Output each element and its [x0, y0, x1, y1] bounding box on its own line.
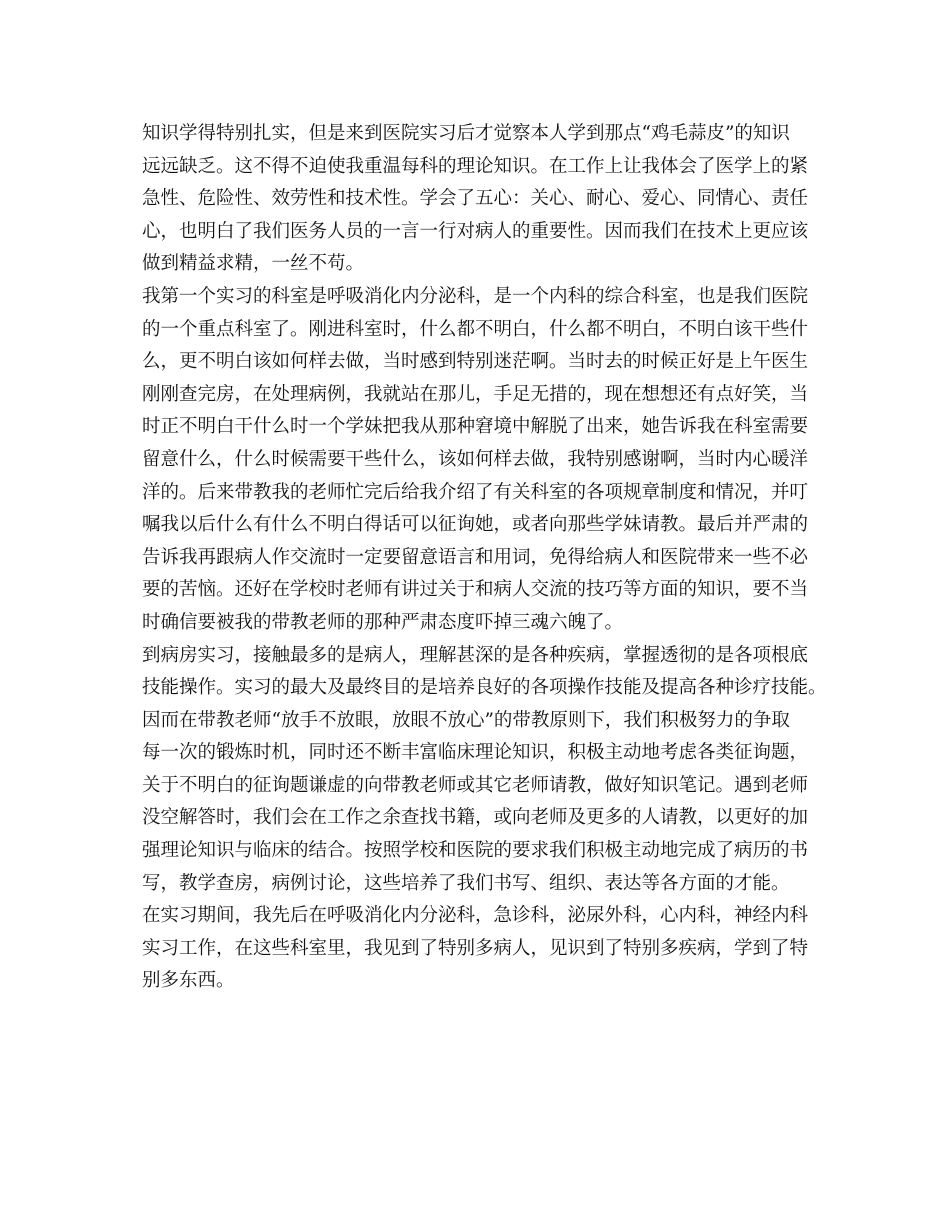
text-line: 强理论知识与临床的结合。按照学校和医院的要求我们积极主动地完成了病历的书 [142, 840, 809, 862]
text-line: 时确信要被我的带教老师的那种严肃态度吓掉三魂六魄了。 [142, 611, 624, 633]
text-line: 因而在带教老师“放手不放眼，放眼不放心”的带教原则下，我们积极努力的争取 [142, 709, 790, 731]
body-text [142, 118, 827, 998]
text-line: 要的苦恼。还好在学校时老师有讲过关于和病人交流的技巧等方面的知识，要不当 [142, 579, 809, 601]
text-line: 知识学得特别扎实，但是来到医院实习后才觉察本人学到那点“鸡毛蒜皮”的知识 [142, 123, 790, 144]
text-line: 时正不明白干什么时一个学妹把我从那种窘境中解脱了出来，她告诉我在科室需要 [142, 416, 809, 438]
text-line: 关于不明白的征询题谦虚的向带教老师或其它老师请教，做好知识笔记。遇到老师 [142, 774, 809, 796]
text-line: 我第一个实习的科室是呼吸消化内分泌科，是一个内科的综合科室，也是我们医院 [142, 285, 809, 307]
text-line: 急性、危险性、效劳性和技术性。学会了五心：关心、耐心、爱心、同情心、责任 [142, 188, 809, 210]
text-line: 别多东西。 [142, 970, 235, 992]
text-line: 每一次的锻炼时机，同时还不断丰富临床理论知识，积极主动地考虑各类征询题， [142, 742, 809, 764]
text-line: 洋的。后来带教我的老师忙完后给我介绍了有关科室的各项规章制度和情况，并叮 [142, 481, 809, 503]
text-line: 嘱我以后什么有什么不明白得话可以征询她，或者向那些学妹请教。最后并严肃的 [142, 514, 809, 536]
text-line: 刚刚查完房，在处理病例，我就站在那儿，手足无措的，现在想想还有点好笑，当 [142, 383, 809, 405]
text-line: 实习工作，在这些科室里，我见到了特别多病人，见识到了特别多疾病，学到了特 [142, 937, 809, 959]
text-line: 做到精益求精，一丝不苟。 [142, 253, 365, 275]
text-line: 技能操作。实习的最大及最终目的是培养良好的各项操作技能及提高各种诊疗技能。 [142, 677, 827, 699]
text-line: 么，更不明白该如何样去做，当时感到特别迷茫啊。当时去的时候正好是上午医生 [142, 351, 809, 373]
text-line: 没空解答时，我们会在工作之余查找书籍，或向老师及更多的人请教，以更好的加 [142, 807, 809, 829]
text-line: 到病房实习，接触最多的是病人，理解甚深的是各种疾病，掌握透彻的是各项根底 [142, 644, 809, 666]
text-line: 在实习期间，我先后在呼吸消化内分泌科，急诊科，泌尿外科，心内科，神经内科 [142, 905, 809, 927]
text-line: 的一个重点科室了。刚进科室时，什么都不明白，什么都不明白，不明白该干些什 [142, 318, 809, 340]
text-line: 留意什么，什么时候需要干些什么，该如何样去做，我特别感谢啊，当时内心暖洋 [142, 448, 809, 470]
text-line: 心，也明白了我们医务人员的一言一行对病人的重要性。因而我们在技术上更应该 [142, 220, 809, 242]
text-line: 告诉我再跟病人作交流时一定要留意语言和用词，免得给病人和医院带来一些不必 [142, 546, 809, 568]
text-line: 远远缺乏。这不得不迫使我重温每科的理论知识。在工作上让我体会了医学上的紧 [142, 155, 809, 177]
text-line: 写，教学查房，病例讨论，这些培养了我们书写、组织、表达等各方面的才能。 [142, 872, 790, 894]
